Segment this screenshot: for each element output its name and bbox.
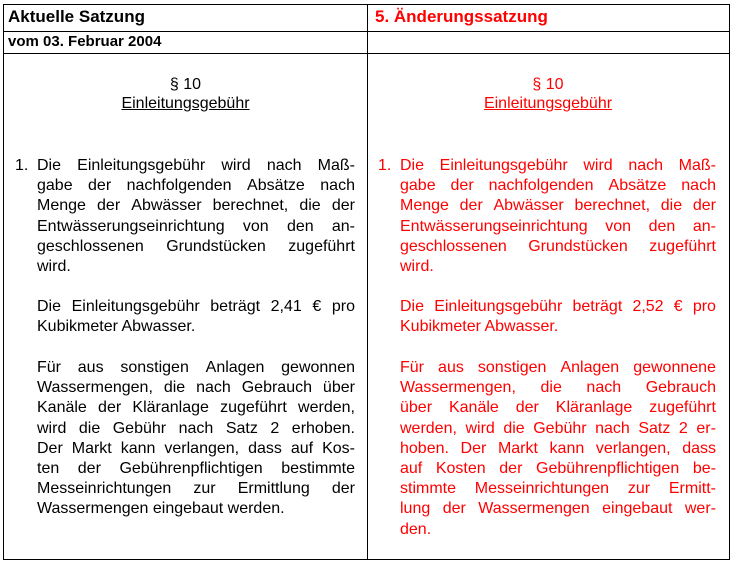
- text-line: Wassermengen eingebaut werden.: [37, 500, 285, 518]
- border-subheader-bottom: [3, 53, 729, 54]
- right-paragraph-3: [400, 358, 716, 540]
- left-column-subheader: vom 03. Februar 2004: [8, 33, 162, 50]
- text-line: Die Einleitungsgebühr beträgt 2,52 € pro: [400, 298, 716, 315]
- left-column-header: Aktuelle Satzung: [8, 7, 145, 26]
- right-section-title: Einleitungsgebühr: [483, 95, 613, 112]
- border-right: [729, 4, 730, 560]
- border-top: [3, 4, 729, 5]
- text-line: Wassermengen, die nach Gebrauch: [400, 379, 716, 397]
- text-line: gabe der nachfolgenden Absätze nach: [400, 177, 716, 195]
- text-line: den.: [400, 520, 432, 538]
- text-line: Messeinrichtungen zur Ermittlung der: [37, 480, 355, 498]
- text-line: Die Einleitungsgebühr wird nach Maß-: [37, 157, 355, 174]
- right-paragraph-2: [400, 297, 716, 337]
- text-line: Wassermengen, die nach Gebrauch über: [37, 379, 355, 397]
- text-line: wird die Gebühr nach Satz 2 erhoben.: [37, 419, 355, 437]
- text-line: Die Einleitungsgebühr beträgt 2,41 € pro: [37, 298, 355, 315]
- text-line: Entwässerungseinrichtung von den an-: [37, 217, 355, 235]
- text-line: Für aus sonstigen Anlagen gewonnen: [37, 359, 355, 376]
- left-paragraph-1: [37, 156, 355, 277]
- right-column-header: 5. Änderungssatzung: [375, 7, 548, 26]
- text-line: geschlossenen Grundstücken zugeführt: [400, 237, 716, 255]
- text-line: Für aus sonstigen Anlagen gewonnene: [400, 359, 716, 376]
- border-bottom: [3, 559, 729, 560]
- left-section-number: § 10: [169, 76, 202, 93]
- left-section-title: Einleitungsgebühr: [121, 95, 250, 112]
- text-line: ten der Gebührenpflichtigen bestimmte: [37, 460, 355, 478]
- text-line: gabe der nachfolgenden Absätze nach: [37, 177, 355, 195]
- text-line: lung der Wassermengen eingebaut wer-: [400, 500, 716, 518]
- text-line: werden, wird die Gebühr nach Satz 2 er-: [400, 419, 716, 437]
- text-line: Kubikmeter Abwasser.: [400, 318, 559, 336]
- left-paragraph-2: [37, 297, 355, 337]
- border-header-bottom: [3, 31, 729, 32]
- text-line: geschlossenen Grundstücken zugeführt: [37, 237, 355, 255]
- right-item-number: 1.: [378, 157, 392, 174]
- right-paragraph-1: [400, 156, 716, 277]
- left-section-heading: [4, 75, 367, 113]
- text-line: stimmte Messeinrichtungen zur Ermitt-: [400, 480, 716, 498]
- left-paragraph-3: [37, 358, 355, 520]
- right-section-heading: [367, 75, 729, 113]
- text-line: Die Einleitungsgebühr wird nach Maß-: [400, 157, 716, 174]
- right-section-number: § 10: [532, 76, 564, 93]
- text-line: Der Markt kann verlangen, dass auf Kos-: [37, 439, 355, 457]
- text-line: über Kanäle der Kläranlage zugeführt: [400, 399, 716, 417]
- left-item-number: 1.: [15, 157, 29, 174]
- text-line: Entwässerungseinrichtung von den an-: [400, 217, 716, 235]
- text-line: hoben. Der Markt kann verlangen, dass: [400, 439, 716, 457]
- text-line: Kanäle der Kläranlage zugeführt werden,: [37, 399, 355, 417]
- text-line: auf Kosten der Gebührenpflichtigen be-: [400, 460, 716, 478]
- text-line: Menge der Abwässer berechnet, die der: [37, 197, 355, 215]
- text-line: wird.: [400, 258, 434, 276]
- text-line: Menge der Abwässer berechnet, die der: [400, 197, 716, 215]
- text-line: wird.: [37, 258, 71, 276]
- text-line: Kubikmeter Abwasser.: [37, 318, 196, 336]
